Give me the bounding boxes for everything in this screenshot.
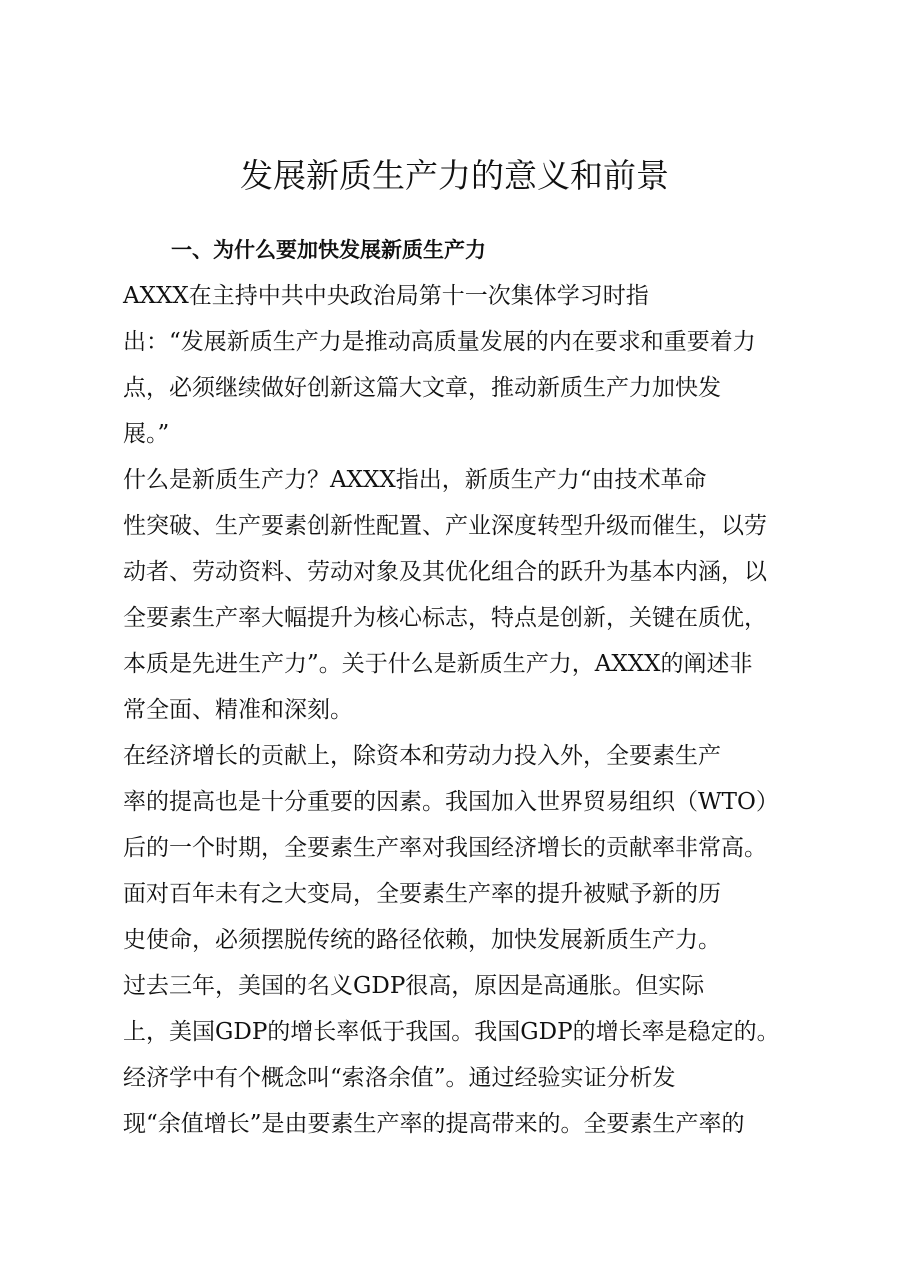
paragraph-line: 过去三年，美国的名义GDP很高，原因是高通胀。但实际 bbox=[123, 973, 705, 999]
paragraph-line: 常全面、精准和深刻。 bbox=[123, 697, 353, 723]
paragraph-line: 展。” bbox=[123, 421, 170, 447]
paragraph-line: 后的一个时期，全要素生产率对我国经济增长的贡献率非常高。 bbox=[123, 835, 767, 861]
document-title: 发展新质生产力的意义和前景 bbox=[240, 156, 669, 195]
paragraph-line: 在经济增长的贡献上，除资本和劳动力投入外，全要素生产 bbox=[123, 743, 721, 769]
paragraph-line: 点，必须继续做好创新这篇大文章，推动新质生产力加快发 bbox=[123, 375, 721, 401]
paragraph-1 bbox=[123, 273, 803, 457]
paragraph-line: 率的提高也是十分重要的因素。我国加入世界贸易组织（WTO） bbox=[123, 789, 779, 815]
paragraph-line: 现“余值增长”是由要素生产率的提高带来的。全要素生产率的 bbox=[123, 1111, 745, 1137]
paragraph-line: 出：“发展新质生产力是推动高质量发展的内在要求和重要着力 bbox=[123, 329, 756, 355]
paragraph-line: 上，美国GDP的增长率低于我国。我国GDP的增长率是稳定的。 bbox=[123, 1019, 780, 1045]
paragraph-line: 什么是新质生产力？AXXX指出，新质生产力“由技术革命 bbox=[123, 467, 707, 493]
paragraph-5 bbox=[123, 963, 803, 1055]
paragraph-2 bbox=[123, 457, 803, 733]
paragraph-3 bbox=[123, 733, 803, 871]
paragraph-4 bbox=[123, 871, 803, 963]
paragraph-line: 经济学中有个概念叫“索洛余值”。通过经验实证分析发 bbox=[123, 1065, 676, 1091]
paragraph-line: 本质是先进生产力”。关于什么是新质生产力，AXXX的阐述非 bbox=[123, 651, 753, 677]
document-body bbox=[123, 227, 803, 1147]
paragraph-line: 面对百年未有之大变局，全要素生产率的提升被赋予新的历 bbox=[123, 881, 721, 907]
paragraph-line: 全要素生产率大幅提升为核心标志，特点是创新，关键在质优， bbox=[123, 605, 767, 631]
paragraph-line: 动者、劳动资料、劳动对象及其优化组合的跃升为基本内涵，以 bbox=[123, 559, 767, 585]
section-heading: 一、为什么要加快发展新质生产力 bbox=[171, 238, 486, 262]
paragraph-line: 史使命，必须摆脱传统的路径依赖，加快发展新质生产力。 bbox=[123, 927, 721, 953]
paragraph-line: AXXX在主持中共中央政治局第十一次集体学习时指 bbox=[123, 283, 649, 309]
paragraph-line: 性突破、生产要素创新性配置、产业深度转型升级而催生，以劳 bbox=[123, 513, 767, 539]
paragraph-6 bbox=[123, 1055, 803, 1147]
